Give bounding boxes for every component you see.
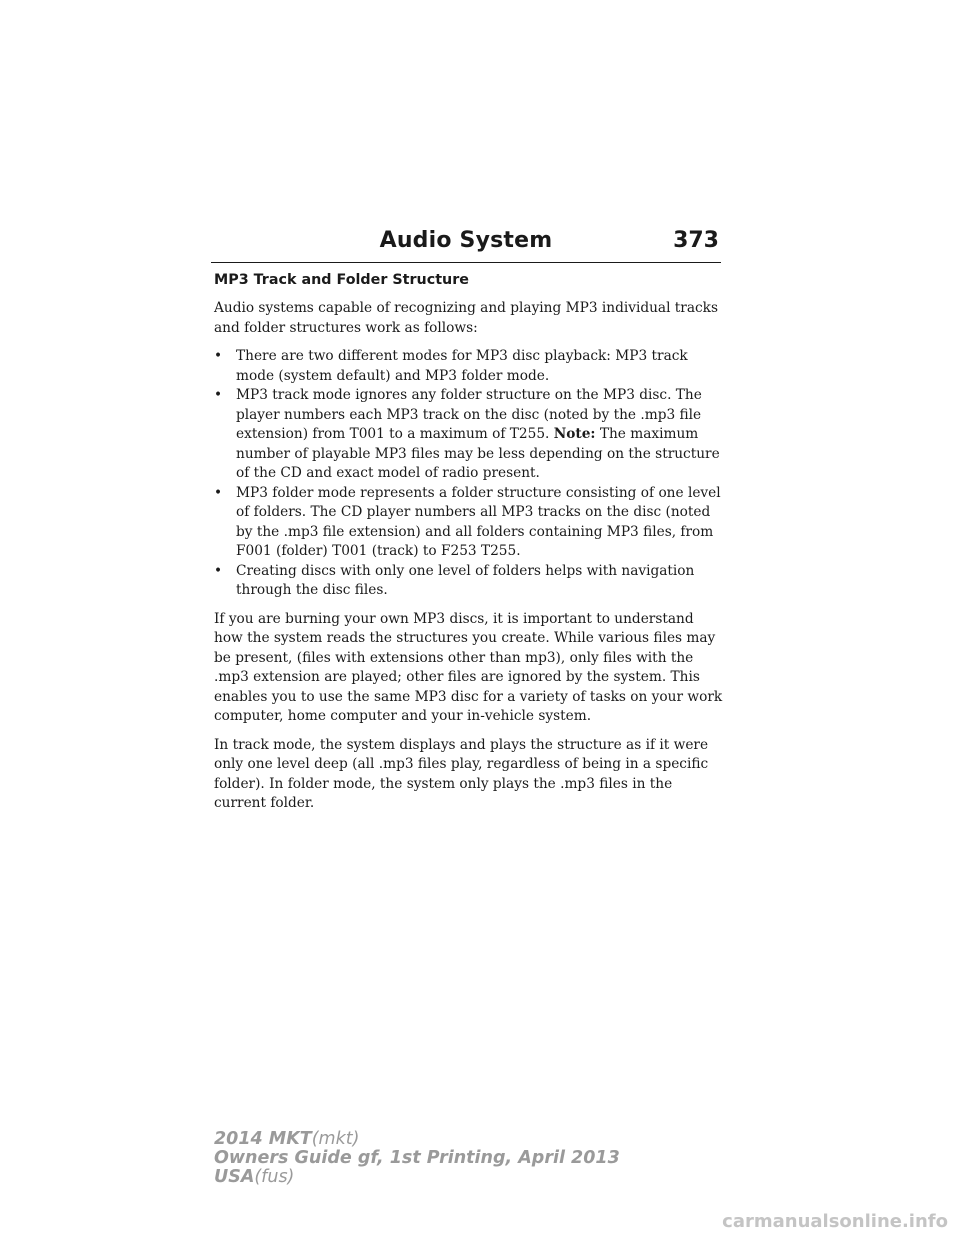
note-text: The maximum number of playable MP3 files may be less depending on the structure of the CD and exact model of radio present.	[236, 426, 720, 481]
body-paragraph: In track mode, the system displays and plays the structure as if it were only one level deep (all .mp3 files play, regardless of being in a specific folder). In folder mode, the system only plays the .mp3 files in the current folder.	[214, 736, 709, 811]
header-title: Audio System	[379, 228, 553, 253]
bullet-item	[214, 562, 724, 601]
page-content	[214, 271, 724, 823]
footer-line-model	[214, 1130, 620, 1149]
print-footer	[214, 1130, 620, 1187]
bullet-text: There are two different modes for MP3 disc playback: MP3 track mode (system default) and MP3 folder mode.	[236, 348, 688, 384]
bullet-text: MP3 folder mode represents a folder structure consisting of one level of folders. The CD player numbers all MP3 tracks on the disc (noted by the .mp3 file extension) and all folders containing MP3 files, from F001 (folder) T001 (track) to F253 T255.	[236, 484, 721, 559]
page-number: 373	[673, 228, 719, 253]
bullet-dot: •	[214, 484, 223, 501]
section-heading: MP3 Track and Folder Structure	[214, 272, 469, 288]
footer-printing: Owners Guide gf, 1st Printing, April 2013	[214, 1148, 620, 1168]
bullet-list	[214, 347, 724, 601]
body-paragraph: If you are burning your own MP3 discs, it is important to understand how the system reads the structures you create. While various files may be present, (files with extensions other than mp3), only files with the .mp3 extension are played; other files are ignored by the system. This enables you to use the same MP3 disc for a variety of tasks on your work computer, home computer and your in-vehicle system.	[214, 610, 723, 724]
bullet-text: MP3 track mode ignores any folder structure on the MP3 disc. The player numbers each MP3 track on the disc (noted by the .mp3 file extension) from T001 to a maximum of T255.	[236, 387, 702, 442]
bullet-item	[214, 386, 724, 484]
footer-market: USA	[214, 1167, 255, 1187]
bullet-dot: •	[214, 387, 223, 403]
bullet-dot: •	[214, 562, 223, 579]
watermark: carmanualsonline.info	[722, 1211, 948, 1232]
bullet-item	[214, 347, 724, 386]
footer-model: 2014 MKT	[214, 1129, 312, 1149]
intro-paragraph: Audio systems capable of recognizing and playing MP3 individual tracks and folder structures work as follows:	[214, 300, 718, 336]
bullet-item	[214, 484, 724, 562]
footer-model-code: (mkt)	[311, 1129, 360, 1149]
bullet-dot: •	[214, 348, 223, 364]
page-header	[211, 226, 721, 263]
note-label: Note:	[553, 426, 596, 442]
footer-market-code: (fus)	[254, 1167, 295, 1187]
bullet-text: Creating discs with only one level of folders helps with navigation through the disc files.	[236, 562, 695, 598]
footer-line-market	[214, 1168, 620, 1187]
